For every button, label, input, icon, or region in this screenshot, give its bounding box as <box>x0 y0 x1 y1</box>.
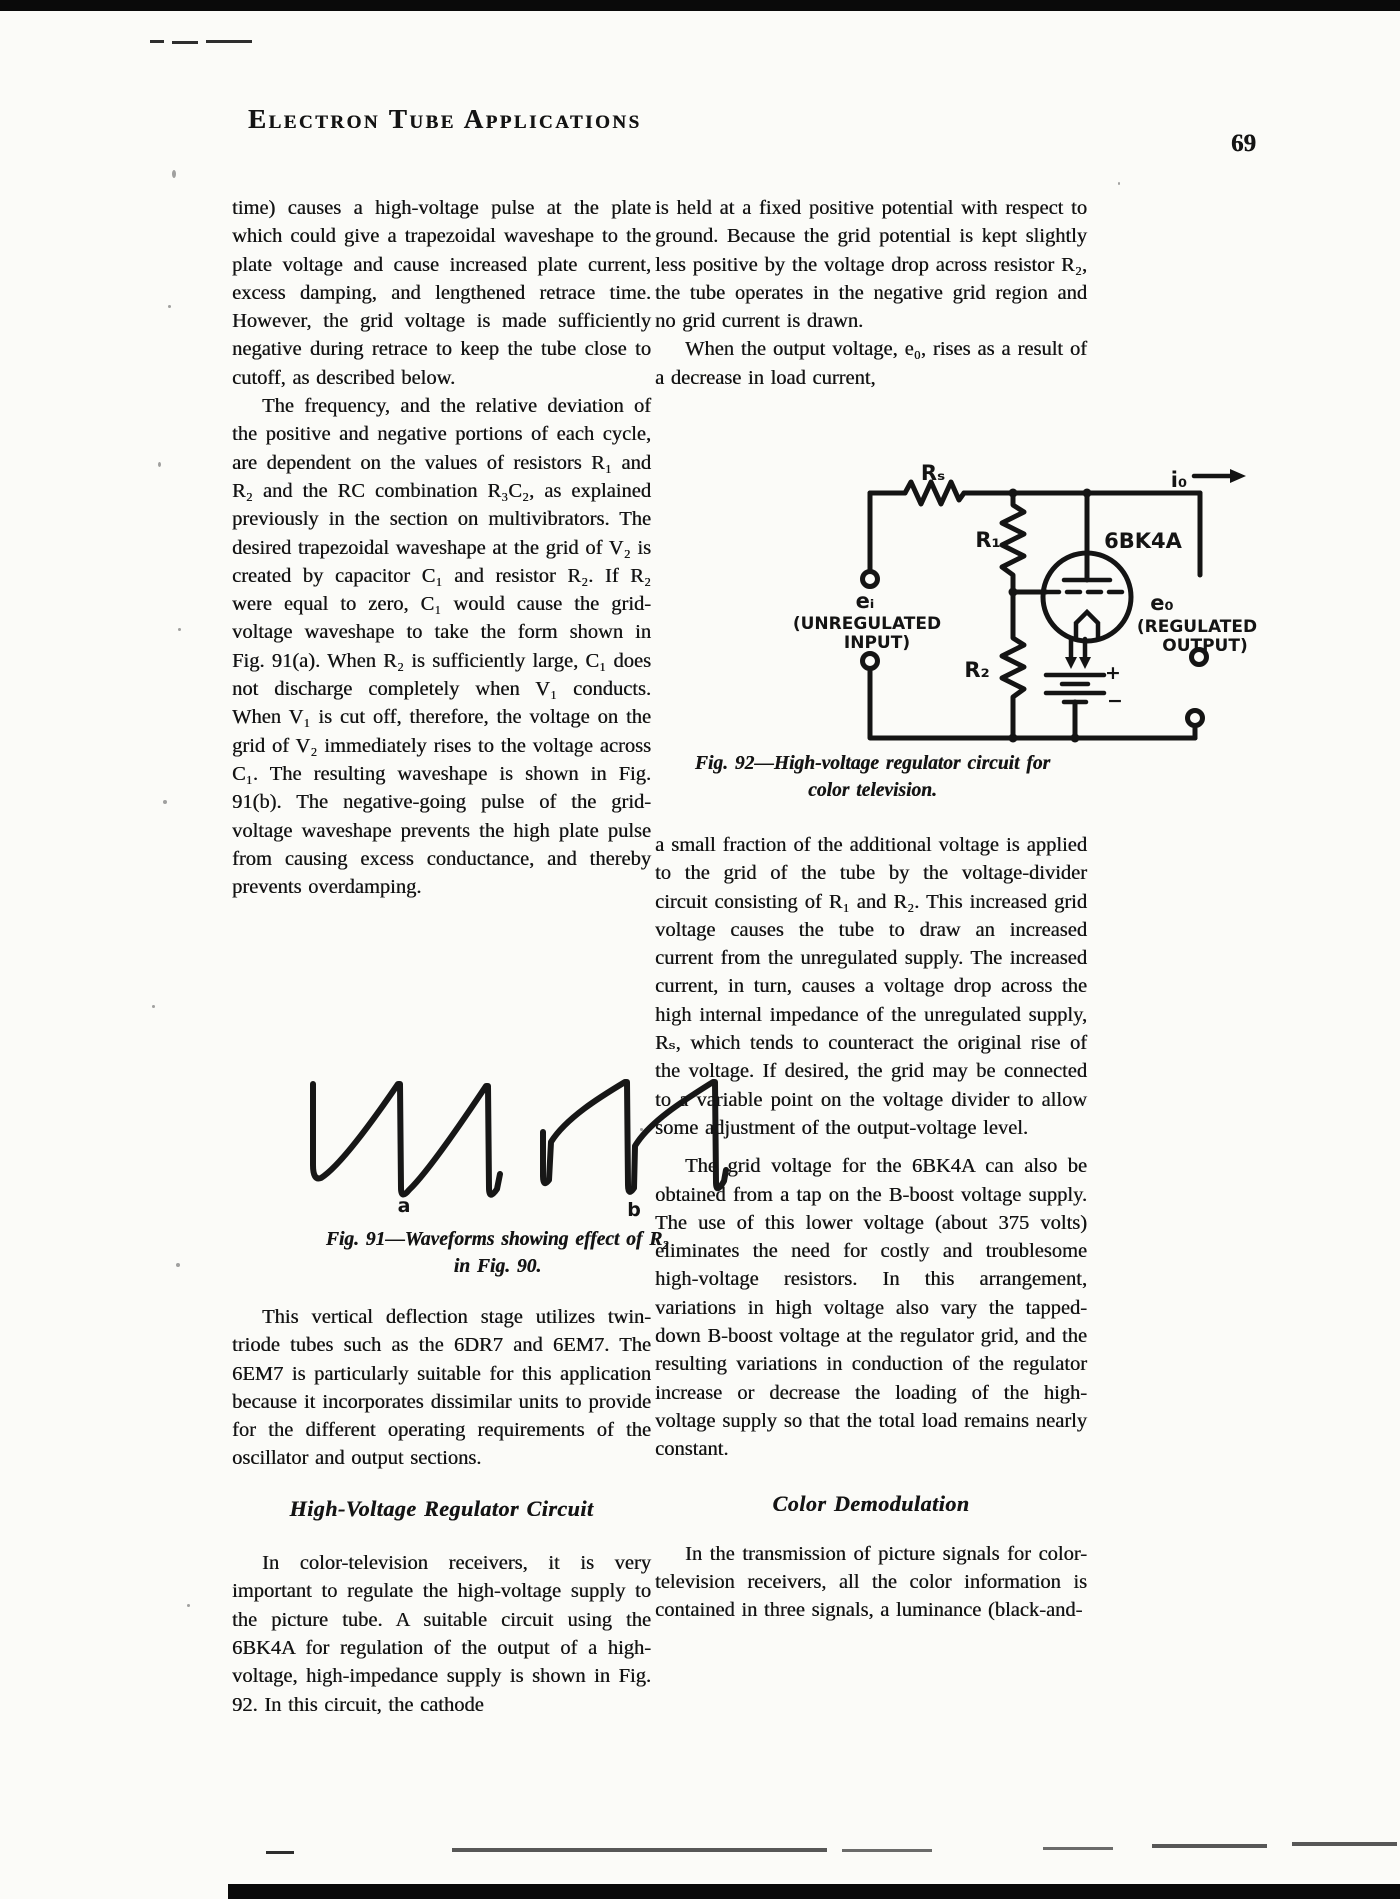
right-column-upper <box>655 194 1087 392</box>
scan-artifact <box>266 1851 294 1854</box>
body-paragraph: In the transmission of picture signals for color-television receivers, all the color information is contained in three signals, a luminance (black-and- <box>655 1542 1087 1622</box>
body-paragraph: The frequency, and the relative deviation of the positive and negative portions of each cycle, are dependent on the values of resistors R₁ and R₂ and the RC combination R₃C₂, as explained previously in the section on multivibrators. The desired trapezoidal waveshape at the grid of V₂ is created by capacitor C₁ and resistor R₂. If R₂ were equal to zero, C₁ would cause the grid-voltage waveshape to take the form shown in Fig. 91(a). When R₂ is sufficiently large, C₁ does not discharge completely when V₁ conducts. When V₁ is cut off, therefore, the voltage on the grid of V₂ immediately rises to the voltage across C₁. The resulting waveshape is shown in Fig. 91(b). The negative-going pulse of the grid-voltage waveshape prevents the high plate pulse from causing excess conductance, and thereby prevents overdamping. <box>232 395 651 899</box>
right-column-lower <box>655 831 1087 1625</box>
label-r2: R₂ <box>964 658 990 682</box>
input-terminal-bottom <box>863 654 878 669</box>
waveform-a-label: a <box>397 1195 411 1217</box>
label-ei: eᵢ <box>855 589 875 613</box>
scan-artifact <box>1043 1847 1113 1850</box>
junction-dot <box>1009 489 1018 498</box>
section-heading-high-voltage-regulator: High-Voltage Regulator Circuit <box>289 1495 594 1521</box>
scan-artifact <box>1292 1842 1397 1846</box>
input-terminal-top <box>863 572 878 587</box>
left-column-lower <box>232 1303 651 1719</box>
running-head-title: Electron Tube Applications <box>248 104 642 134</box>
scan-artifact <box>150 40 164 43</box>
resistor-r1 <box>1002 493 1024 592</box>
label-r1: R₁ <box>975 528 1001 552</box>
body-paragraph: When the output voltage, e₀, rises as a result of a decrease in load current, <box>655 338 1087 389</box>
body-paragraph: a small fraction of the additional voltage is applied to the grid of the tube by the voltage-divider circuit consisting of R₁ and R₂. This increased grid voltage causes the tube to draw an increased current from the unregulated supply. The increased current, in turn, causes a voltage drop across the high internal impedance of the unregulated supply, Rₛ, which tends to counteract the original rise of the voltage. If desired, the grid may be connected to a variable point on the voltage divider to allow some adjustment of the output-voltage level. <box>655 834 1087 1139</box>
body-paragraph: time) causes a high-voltage pulse at the plate which could give a trapezoidal waveshape to the plate voltage and cause increased plate current, excess damping, and lengthened retrace time. However, the grid voltage is made sufficiently negative during retrace to keep the tube close to cutoff, as described below. <box>232 197 651 389</box>
cathode <box>1076 612 1098 639</box>
caption-line: color television. <box>808 780 937 801</box>
section-heading-color-demodulation: Color Demodulation <box>772 1490 970 1516</box>
body-paragraph: is held at a fixed positive potential with respect to ground. Because the grid potential is kept slightly less positive by the voltage drop across resistor R₂, the tube operates in the negative grid region and no grid current is drawn. <box>655 197 1087 333</box>
scan-artifact <box>842 1849 932 1852</box>
junction-dot <box>1009 588 1018 597</box>
scan-edge-bottom <box>228 1884 1400 1899</box>
label-ei-desc2: INPUT) <box>843 633 911 653</box>
resistor-rs <box>905 482 964 504</box>
arrowhead-right <box>1230 469 1246 483</box>
figure-92-circuit-diagram <box>700 455 1285 747</box>
label-rs: Rₛ <box>920 461 946 485</box>
waveform-a <box>313 1084 500 1195</box>
caption-line: Fig. 92—High-voltage regulator circuit for <box>694 753 1051 774</box>
label-battery-plus: + <box>1105 662 1121 684</box>
output-terminal-bottom <box>1188 711 1203 726</box>
resistor-r2 <box>1002 592 1024 738</box>
arrowhead-down <box>1065 657 1077 669</box>
arrowhead-down <box>1079 657 1091 669</box>
body-paragraph: This vertical deflection stage utilizes twin-triode tubes such as the 6DR7 and 6EM7. The 6EM7 is particularly suitable for this application because it incorporates dissimilar units to provide for the different operating requirements of the oscillator and output sections. <box>232 1306 651 1470</box>
body-paragraph: In color-television receivers, it is very important to regulate the high-voltage supply to the picture tube. A suitable circuit using the 6BK4A for regulation of the output of a high-voltage, high-impedance supply is shown in Fig. 92. In this circuit, the cathode <box>232 1552 651 1716</box>
label-eo: e₀ <box>1150 591 1174 615</box>
caption-line: Fig. 91—Waveforms showing effect of R₂ <box>325 1229 670 1250</box>
scan-artifact <box>1152 1844 1267 1848</box>
page-number: 69 <box>1231 130 1256 157</box>
figure-92-caption <box>650 750 1095 804</box>
label-eo-desc2: OUTPUT) <box>1162 636 1248 656</box>
label-eo-desc1: (REGULATED <box>1136 617 1258 637</box>
body-paragraph: The grid voltage for the 6BK4A can also be obtained from a tap on the B-boost voltage supply. The use of this lower voltage (about 375 volts) eliminates the need for costly and troublesome high-voltage resistors. In this arrangement, variations in high voltage also vary the tapped-down B-boost voltage at the regulator grid, and the resulting variations in conduction of the regulator increase or decrease the loading of the high-voltage supply so that the total load remains nearly constant. <box>655 1155 1087 1461</box>
left-column-upper <box>232 194 651 901</box>
caption-line: in Fig. 90. <box>453 1256 542 1277</box>
waveform-b-label: b <box>627 1199 641 1220</box>
label-io: i₀ <box>1170 468 1188 492</box>
scan-artifact <box>452 1848 827 1852</box>
scan-artifact <box>172 41 198 44</box>
wire <box>870 669 1195 738</box>
junction-dot <box>1071 734 1080 743</box>
scan-edge-top <box>0 0 1400 11</box>
scan-artifact <box>206 40 252 43</box>
junction-dot <box>1083 489 1092 498</box>
label-ei-desc1: (UNREGULATED <box>792 614 942 634</box>
label-battery-minus: − <box>1107 690 1123 712</box>
label-tube-type: 6BK4A <box>1104 529 1182 553</box>
junction-dot <box>1009 734 1018 743</box>
